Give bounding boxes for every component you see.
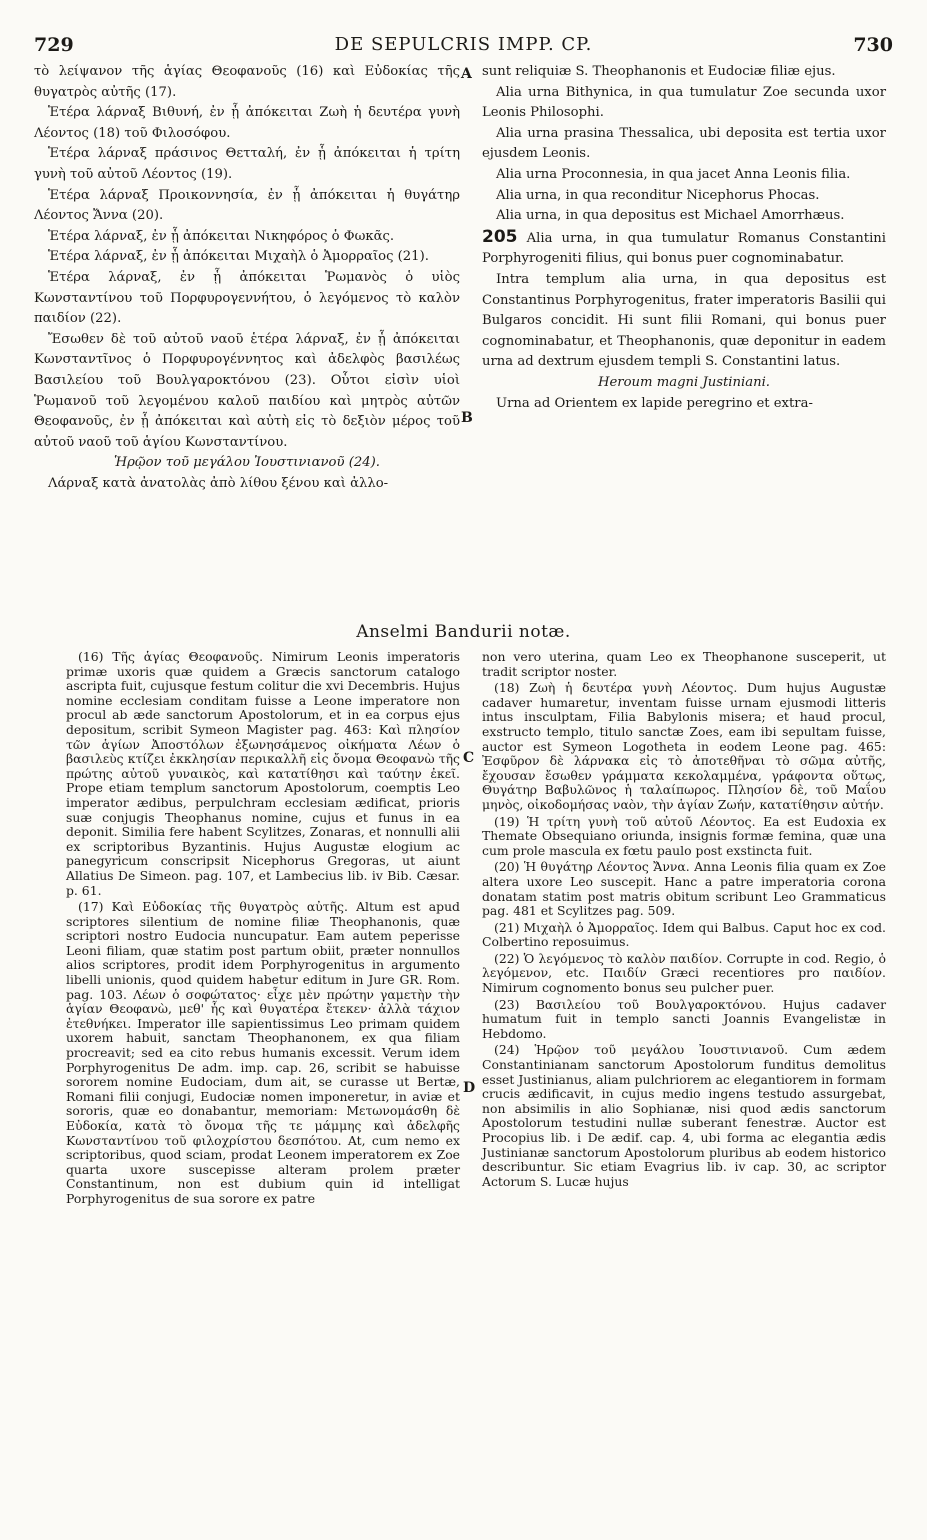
latin-paragraph: Alia urna Proconnesia, in qua jacet Anna Leonis filia. (496, 166, 851, 182)
latin-paragraph-text: Alia urna, in qua tumulatur Romanus Constantini Porphyrogeniti filius, qui bonus puer cognominabatur. (482, 230, 886, 267)
notes-right-column (482, 650, 886, 1191)
latin-paragraph: Intra templum alia urna, in qua depositus est Constantinus Porphyrogenitus, frater imperatoris Basilii qui Bulgaros concidit. Hi sunt filii Romani, qui bonus puer cognominabatur, et Theophanonis, quæ deponitur in eadem urna ad dextrum ejusdem templi S. Constantini latus. (482, 271, 886, 370)
page-header (34, 34, 893, 58)
margin-marker-b: B (461, 410, 473, 426)
greek-text-column (34, 62, 460, 494)
latin-paragraph: Alia urna, in qua reconditur Nicephorus Phocas. (496, 187, 820, 203)
note-paragraph: (19) Ἡ τρίτη γυνὴ τοῦ αὐτοῦ Λέοντος. Ea est Eudoxia ex Themate Obsequiano oriunda, insignis formæ femina, quæ una cum prole mascula ex fœtu paulo post exstincta fuit. (482, 813, 886, 858)
note-paragraph: (21) Μιχαὴλ ὁ Ἀμορραῖος. Idem qui Balbus. Caput hoc ex cod. Colbertino reposuimus. (482, 919, 886, 950)
note-paragraph: (18) Ζωὴ ἡ δευτέρα γυνὴ Λέοντος. Dum hujus Augustæ cadaver humaretur, inventam fuisse urnam ejusmodi litteris intus insculptam, Filia Babylonis misera; et haud procul, exstructo templo, titulo sanctæ Zoes, eam ibi sepultam fuisse, auctor est Symeon Logotheta in eodem Leone pag. 465: Ἐσφῦρον δὲ λάρνακα εἰς τὸ ἀποτεθῆναι τὸ σῶμα αὐτῆς, ἔχουσαν ἔσωθεν γράμματα κεκολαμμένα, γράφοντα οὕτως, Θυγάτηρ Βαβυλῶνος ἡ ταλαίπωρος. Πλησίον δὲ, τοῦ Μαΐου μηνὸς, οἰκοδομήσας ναὸν, τὴν ἁγίαν Ζωήν, κατατίθησιν αὐτήν. (482, 680, 886, 812)
latin-paragraph: sunt reliquiæ S. Theophanonis et Eudociæ filiæ ejus. (482, 64, 836, 79)
note-paragraph: (24) Ἡρῷον τοῦ μεγάλου Ἰουστινιανοῦ. Cum ædem Constantinianam sanctorum Apostolorum funditus demolitus esset Justinianus, aliam pulchriorem ac elegantiorem in formam crucis ædificavit, in cujus medio ingens testudo assurgebat, non absimilis in alio Sophianæ, nisi quod ædis sanctorum Apostolorum testudini nullæ suberant fenestræ. Auctor est Procopius lib. i De ædif. cap. 4, ubi forma ac elegantia ædis Justinianæ sanctorum Apostolorum pluribus ab eodem historico describuntur. Sic etiam Evagrius lib. iv cap. 30, ac scriptor Actorum S. Lucæ hujus (482, 1042, 886, 1189)
note-paragraph: (17) Καὶ Εὐδοκίας τῆς θυγατρὸς αὐτῆς. Altum est apud scriptores silentium de nomine filiæ Theophanonis, quæ scriptori nostro Eudocia nuncupatur. Eam autem peperisse Leoni filiam, quæ statim post partum obiit, præter nonnullos alios scriptores, prodit idem Porphyrogenitus in argumento libelli unionis, quod quidem habetur editum in Jure GR. Rom. pag. 103. Λέων ὁ σοφώτατος· εἶχε μὲν πρώτην γαμετὴν τὴν ἁγίαν Θεοφανὼ, μεθ' ἧς καὶ θυγατέρα ἔτεκεν· ἀλλὰ τάχιον ἐτεθνήκει. Imperator ille sapientissimus Leo primam quidem uxorem habuit, sanctam Theophanonem, ex qua filiam procreavit; sed ea cito rebus humanis excessit. Verum idem Porphyrogenitus De adm. imp. cap. 26, scribit se habuisse sororem nomine Eudociam, dum ait, se curasse ut Bertæ, Romani filii conjugi, Eudociæ nomen imponeretur, in aviæ et sororis, quæ eo donabantur, memoriam: Μετωνομάσθη δὲ Εὐδοκία, κατὰ τὸ ὄνομα τῆς τε μάμμης καὶ ἀδελφῆς Κωνσταντίνου τοῦ φιλοχρίστου δεσπότου. At, cum nemo ex scriptoribus, quod sciam, prodat Leonem imperatorem ex Zoe quarta uxore suscepisse alteram prolem præter Constantinum, non est dubium quin id intelligat Porphyrogenitus de sua sorore ex patre (66, 899, 460, 1206)
greek-paragraph: Ἑτέρα λάρναξ, ἐν ᾗ ἀπόκειται Μιχαὴλ ὁ Ἀμορραῖος (21). (48, 249, 429, 265)
running-title: DE SEPULCRIS IMPP. CP. (334, 34, 593, 55)
greek-paragraph: Ἑτέρα λάρναξ πράσινος Θετταλή, ἐν ᾗ ἀπόκειται ἡ τρίτη γυνὴ τοῦ αὐτοῦ Λέοντος (19). (34, 146, 460, 182)
note-paragraph: (22) Ὁ λεγόμενος τὸ καλὸν παιδίον. Corrupte in cod. Regio, ὁ λεγόμενον, etc. Παιδίν Græci recentiores pro παιδίον. Nimirum cognomento bonus seu pulcher puer. (482, 950, 886, 996)
greek-paragraph: Λάρναξ κατὰ ἀνατολὰς ἀπὸ λίθου ξένου καὶ ἀλλο- (48, 475, 389, 491)
page-number-left: 729 (34, 34, 74, 56)
latin-heading: Heroum magni Justiniani. (598, 374, 770, 390)
latin-paragraph: Urna ad Orientem ex lapide peregrino et extra- (496, 395, 813, 411)
latin-paragraph (482, 227, 886, 270)
greek-heading: Ἡρῷον τοῦ μεγάλου Ἰουστινιανοῦ (24). (114, 455, 380, 471)
latin-paragraph: Alia urna prasina Thessalica, ubi deposita est tertia uxor ejusdem Leonis. (482, 125, 886, 162)
page-number-right: 730 (853, 34, 893, 56)
latin-paragraph: Alia urna Bithynica, in qua tumulatur Zoe secunda uxor Leonis Philosophi. (482, 84, 886, 121)
greek-paragraph: Ἑτέρα λάρναξ, ἐν ᾗ ἀπόκειται Νικηφόρος ὁ Φωκᾶς. (48, 228, 395, 244)
notes-title: Anselmi Bandurii notæ. (356, 622, 571, 642)
greek-paragraph: Ἑτέρα λάρναξ, ἐν ᾗ ἀπόκειται Ῥωμανὸς ὁ υἱὸς Κωνσταντίνου τοῦ Πορφυρογεννήτου, ὁ λεγόμενος τὸ καλὸν παιδίον (22). (34, 269, 460, 327)
greek-paragraph: Ἔσωθεν δὲ τοῦ αὐτοῦ ναοῦ ἑτέρα λάρναξ, ἐν ᾗ ἀπόκειται Κωνσταντῖνος ὁ Πορφυρογέννητος καὶ ἀδελφὸς βασιλέως Βασιλείου τοῦ Βουλγαροκτόνου (23). Οὗτοι εἰσὶν υἱοὶ Ῥωμανοῦ τοῦ λεγομένου καλοῦ παιδίου καὶ μητρὸς αὐτῶν Θεοφανοῦς, ἐν ᾗ ἀπόκειται καὶ αὐτὴ εἰς τὸ δεξιὸν μέρος τοῦ αὐτοῦ ναοῦ τοῦ ἁγίου Κωνσταντίνου. (34, 331, 460, 450)
notes-left-column (66, 650, 460, 1209)
margin-marker-a: A (461, 66, 472, 82)
greek-paragraph: τὸ λείψανον τῆς ἁγίας Θεοφανοῦς (16) καὶ Εὐδοκίας τῆς θυγατρὸς αὐτῆς (17). (34, 64, 460, 100)
section-number: 205 (482, 226, 518, 247)
note-paragraph: (23) Βασιλείου τοῦ Βουλγαροκτόνου. Hujus cadaver humatum fuit in templo sancti Joannis Evangelistæ in Hebdomo. (482, 996, 886, 1041)
latin-paragraph: Alia urna, in qua depositus est Michael Amorrhæus. (496, 208, 845, 224)
latin-text-column (482, 62, 886, 414)
note-paragraph: (16) Τῆς ἁγίας Θεοφανοῦς. Nimirum Leonis imperatoris primæ uxoris quæ quidem a Græcis sanctorum catalogo ascripta fuit, cujusque festum colitur die xvi Decembris. Hujus nomine ecclesiam conditam fuisse a Leone imperatore non procul ab æde sanctorum Apostolorum, et in ea corpus ejus depositum, scribit Symeon Magister pag. 463: Καὶ πλησίον τῶν ἁγίων Ἀποστόλων ἐξωνησάμενος οἰκήματα Λέων ὁ βασιλεὺς κτίζει ἐκκλησίαν περικαλλῆ εἰς ὄνομα Θεοφανὼ τῆς πρώτης αὐτοῦ γυναικὸς, καὶ κατατίθησι καὶ ταύτην ἐκεῖ. Prope etiam templum sanctorum Apostolorum, coemptis Leo imperator ædibus, perpulchram ecclesiam ædificat, prioris suæ conjugis Theophanus nomine, cujus et funus in ea deponit. Similia fere habent Scylitzes, Zonaras, et nonnulli alii ex scriptoribus Byzantinis. Hujus Augustæ elogium ac panegyricum conscripsit Nicephorus Gregoras, ut aiunt Allatius De Simeon. pag. 107, et Lambecius lib. iv Bib. Cæsar. p. 61. (66, 649, 460, 898)
greek-paragraph: Ἑτέρα λάρναξ Προικοννησία, ἐν ᾗ ἀπόκειται ἡ θυγάτηρ Λέοντος Ἄννα (20). (34, 187, 460, 224)
note-paragraph: non vero uterina, quam Leo ex Theophanone susceperit, ut tradit scriptor noster. (482, 649, 886, 679)
note-paragraph: (20) Ἡ θυγάτηρ Λέοντος Ἄννα. Anna Leonis filia quam ex Zoe altera uxore Leo suscepit. Hanc a patre imperatoria corona donatam statim post matris obitum scribunt Leo Grammaticus pag. 481 et Scylitzes pag. 509. (482, 859, 886, 919)
greek-paragraph: Ἑτέρα λάρναξ Βιθυνή, ἐν ᾗ ἀπόκειται Ζωὴ ἡ δευτέρα γυνὴ Λέοντος (18) τοῦ Φιλοσόφου. (34, 105, 460, 141)
margin-marker-c: C (463, 750, 475, 766)
margin-marker-d: D (463, 1080, 476, 1096)
